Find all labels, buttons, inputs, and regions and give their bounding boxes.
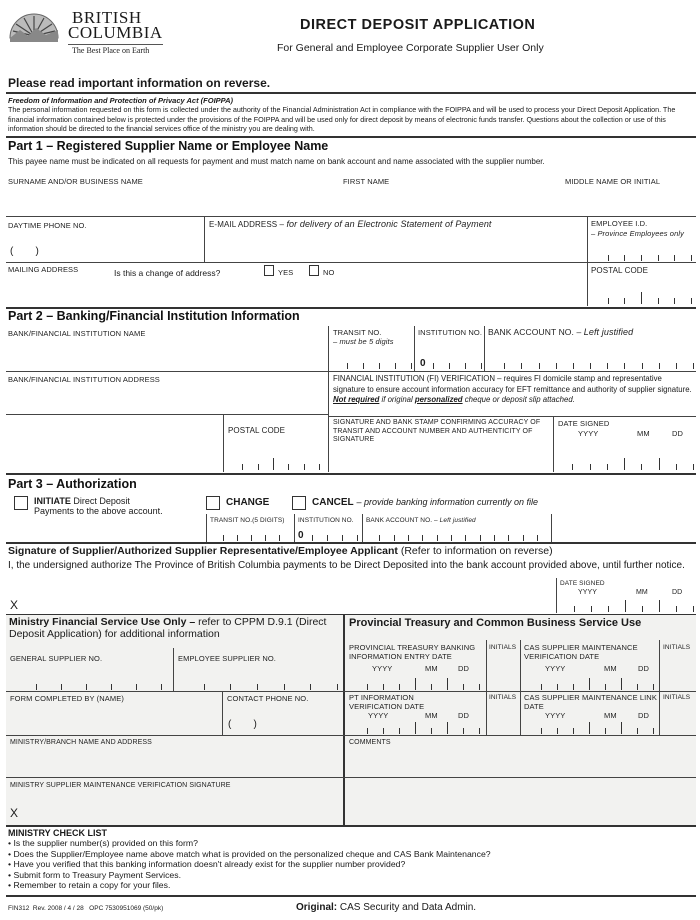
bank-address-input[interactable] bbox=[6, 386, 326, 414]
divider bbox=[587, 216, 588, 306]
cas-verification-label: CAS SUPPLIER MAINTENANCE VERIFICATION DATE bbox=[524, 643, 638, 661]
postal-code-label: POSTAL CODE bbox=[591, 266, 649, 275]
contact-phone-input[interactable] bbox=[224, 704, 340, 734]
initiate-label: INITIATE Direct Deposit Payments to the above account. bbox=[34, 496, 163, 516]
sun-mountain-logo-icon bbox=[6, 8, 62, 46]
divider bbox=[6, 371, 696, 372]
checklist-item: • Submit form to Treasury Payment Services. bbox=[8, 869, 181, 880]
divider bbox=[6, 825, 696, 827]
initiate-checkbox[interactable] bbox=[14, 496, 28, 510]
bank-postal-input[interactable] bbox=[228, 462, 320, 470]
part3-account-label: BANK ACCOUNT NO. – Left justified bbox=[366, 517, 476, 524]
pt-banking-dd: DD bbox=[458, 664, 470, 673]
cas-link-date-input[interactable] bbox=[526, 726, 654, 734]
cancel-label: CANCEL – provide banking information currently on file bbox=[312, 497, 539, 508]
contact-phone-parens: ( ) bbox=[228, 719, 257, 730]
cas-link-dd: DD bbox=[638, 711, 650, 720]
yes-label: YES bbox=[278, 268, 294, 277]
checklist-title: MINISTRY CHECK LIST bbox=[8, 828, 108, 838]
divider bbox=[362, 514, 363, 542]
signature-title: Signature of Supplier/Authorized Supplier Representative/Employee Applicant (Refer to information on reverse) bbox=[8, 545, 553, 557]
applicant-x-mark: X bbox=[10, 598, 19, 612]
employee-supplier-input[interactable] bbox=[178, 682, 338, 690]
divider bbox=[551, 514, 552, 542]
verification-signature-field[interactable] bbox=[24, 796, 340, 822]
institution-input[interactable] bbox=[418, 361, 482, 369]
divider bbox=[222, 691, 223, 735]
part3-institution-prefill: 0 bbox=[298, 530, 304, 541]
checklist-item: • Is the supplier number(s) provided on this form? bbox=[8, 838, 198, 848]
divider bbox=[6, 216, 696, 217]
part3-account-input[interactable] bbox=[366, 533, 538, 541]
employee-id-note: – Province Employees only bbox=[591, 229, 684, 238]
bank-postal-label: POSTAL CODE bbox=[228, 426, 286, 435]
divider bbox=[204, 216, 205, 262]
divider bbox=[6, 92, 696, 94]
divider bbox=[223, 414, 224, 472]
bank-name-input[interactable] bbox=[6, 340, 326, 370]
branch-address-label: MINISTRY/BRANCH NAME AND ADDRESS bbox=[10, 739, 152, 746]
pt-info-label: PT INFORMATION VERIFICATION DATE bbox=[349, 693, 425, 711]
pt-info-mm: MM bbox=[425, 711, 438, 720]
divider bbox=[294, 514, 295, 542]
initials-input-4[interactable] bbox=[661, 704, 695, 734]
change-checkbox[interactable] bbox=[206, 496, 220, 510]
institution-prefill: 0 bbox=[420, 358, 426, 369]
checklist-item: • Remember to retain a copy for your files. bbox=[8, 880, 171, 891]
bank-signature-stamp-area[interactable] bbox=[330, 446, 550, 470]
mailing-address-input[interactable] bbox=[6, 278, 584, 306]
part3-transit-label: TRANSIT NO.(5 DIGITS) bbox=[210, 517, 285, 524]
initials-input-1[interactable] bbox=[488, 654, 518, 690]
divider bbox=[206, 514, 207, 542]
applicant-date-input[interactable] bbox=[558, 604, 694, 612]
pt-info-yyyy: YYYY bbox=[368, 711, 389, 720]
reverse-notice: Please read important information on reverse. bbox=[8, 76, 271, 90]
checklist-items bbox=[8, 838, 491, 891]
cas-verification-dd: DD bbox=[638, 664, 650, 673]
pt-banking-date-input[interactable] bbox=[352, 682, 480, 690]
bank-city-input[interactable] bbox=[6, 418, 220, 470]
divider bbox=[486, 640, 487, 735]
institution-label: INSTITUTION NO. bbox=[418, 328, 482, 337]
initials-label-3: INITIALS bbox=[489, 694, 517, 701]
fi-yyyy: YYYY bbox=[578, 429, 599, 438]
pt-info-dd: DD bbox=[458, 711, 470, 720]
fi-verification-text: FINANCIAL INSTITUTION (FI) VERIFICATION – requires FI domicile stamp and representative signature to ensure account information accuracy for EFT remittance and authority of supplier signature. Not required if original personalized cheque or deposit slip attached. bbox=[333, 374, 692, 404]
form-completed-label: FORM COMPLETED BY (NAME) bbox=[10, 694, 124, 703]
initials-input-2[interactable] bbox=[661, 654, 695, 690]
divider bbox=[173, 648, 174, 691]
surname-input[interactable] bbox=[6, 186, 336, 215]
divider bbox=[6, 473, 696, 475]
form-title: DIRECT DEPOSIT APPLICATION bbox=[300, 17, 536, 33]
form-code: FIN312 Rev. 2008 / 4 / 28 OPC 7530951069 (50/pk) bbox=[8, 905, 164, 912]
cas-link-mm: MM bbox=[604, 711, 617, 720]
checklist-item: • Have you verified that this banking information doesn't already exist for the supplier number provided? bbox=[8, 859, 406, 870]
applicant-yyyy: YYYY bbox=[578, 589, 598, 596]
checklist-item: • Does the Supplier/Employee name above match what is provided on the personalized cheque and CAS Bank Maintenance? bbox=[8, 848, 491, 859]
ministry-title: Ministry Financial Service Use Only – refer to CPPM D.9.1 (Direct Deposit Application) for additional information bbox=[9, 616, 327, 640]
contact-phone-label: CONTACT PHONE NO. bbox=[227, 694, 309, 703]
part2-title: Part 2 – Banking/Financial Institution Information bbox=[8, 309, 300, 323]
change-address-yes-checkbox[interactable] bbox=[264, 265, 274, 276]
general-supplier-input[interactable] bbox=[12, 682, 162, 690]
initials-label-2: INITIALS bbox=[663, 644, 691, 651]
bc-logo bbox=[6, 4, 163, 56]
comments-label: COMMENTS bbox=[349, 739, 391, 746]
change-label: CHANGE bbox=[226, 497, 270, 508]
transit-input[interactable] bbox=[332, 361, 412, 369]
surname-label: SURNAME AND/OR BUSINESS NAME bbox=[8, 177, 143, 186]
phone-parens: ( ) bbox=[10, 246, 39, 257]
fi-date-input[interactable] bbox=[556, 462, 694, 470]
employee-id-input[interactable] bbox=[592, 253, 692, 261]
pt-banking-yyyy: YYYY bbox=[372, 664, 393, 673]
general-supplier-label: GENERAL SUPPLIER NO. bbox=[10, 654, 103, 663]
account-label: BANK ACCOUNT NO. – Left justified bbox=[488, 327, 634, 337]
phone-input[interactable] bbox=[6, 230, 202, 260]
logo-text-british: BRITISH bbox=[72, 8, 142, 27]
form-subtitle: For General and Employee Corporate Supplier User Only bbox=[277, 42, 544, 54]
applicant-dd: DD bbox=[672, 589, 683, 596]
initials-label-1: INITIALS bbox=[489, 644, 517, 651]
cas-verification-mm: MM bbox=[604, 664, 617, 673]
no-label: NO bbox=[323, 268, 335, 277]
fi-dd: DD bbox=[672, 429, 684, 438]
employee-id-label: EMPLOYEE I.D. bbox=[591, 219, 648, 228]
cancel-checkbox[interactable] bbox=[292, 496, 306, 510]
part3-institution-input[interactable] bbox=[298, 533, 358, 541]
part1-title: Part 1 – Registered Supplier Name or Employee Name bbox=[8, 139, 329, 153]
change-address-question: Is this a change of address? bbox=[114, 268, 221, 278]
foippa-heading: Freedom of Information and Protection of Privacy Act (FOIPPA) bbox=[8, 96, 234, 105]
divider bbox=[553, 416, 554, 472]
authorization-statement: I, the undersigned authorize The Province of British Columbia payments to be Direct Deposited into the bank account provided above, until further notice. bbox=[8, 560, 685, 571]
divider bbox=[6, 542, 696, 544]
employee-supplier-label: EMPLOYEE SUPPLIER NO. bbox=[178, 654, 276, 663]
cas-verification-yyyy: YYYY bbox=[545, 664, 566, 673]
transit-note: – must be 5 digits bbox=[333, 337, 394, 346]
divider bbox=[328, 416, 696, 417]
original-routing: Original: CAS Security and Data Admin. bbox=[296, 902, 477, 913]
logo-tagline: The Best Place on Earth bbox=[72, 46, 150, 55]
verification-signature-label: MINISTRY SUPPLIER MAINTENANCE VERIFICATION SIGNATURE bbox=[10, 782, 231, 789]
pt-info-date-input[interactable] bbox=[352, 726, 480, 734]
foippa-body: The personal information requested on this form is collected under the authority of the Financial Administration Act in compliance with the FOIPPA and will be used to process your Direct Deposit Application. The financial information contained below is protected under the provisions of the FOIPPA and will be used only for direct deposit by means of electronic funds transfer. Questions about the collection or use of this information should be directed to the financial services office of the ministry you are dealing with. bbox=[8, 105, 676, 134]
divider bbox=[659, 640, 660, 735]
bank-address-label: BANK/FINANCIAL INSTITUTION ADDRESS bbox=[8, 375, 160, 384]
divider bbox=[6, 414, 328, 415]
cas-verification-date-input[interactable] bbox=[526, 682, 654, 690]
divider bbox=[6, 691, 696, 692]
email-label: E-MAIL ADDRESS – for delivery of an Electronic Statement of Payment bbox=[209, 219, 492, 229]
divider bbox=[556, 578, 557, 613]
fi-mm: MM bbox=[637, 429, 650, 438]
postal-code-input[interactable] bbox=[592, 296, 692, 304]
cas-link-yyyy: YYYY bbox=[545, 711, 566, 720]
applicant-mm: MM bbox=[636, 589, 648, 596]
signature-stamp-label: SIGNATURE AND BANK STAMP CONFIRMING ACCURACY OF TRANSIT AND ACCOUNT NUMBER AND AUTHENTICITY OF SIGNATURE bbox=[333, 419, 541, 443]
middle-name-input[interactable] bbox=[562, 186, 696, 215]
divider bbox=[343, 614, 345, 825]
middle-name-label: MIDDLE NAME OR INITIAL bbox=[565, 177, 661, 186]
pt-banking-label: PROVINCIAL TREASURY BANKING INFORMATION ENTRY DATE bbox=[349, 643, 476, 661]
divider bbox=[484, 326, 485, 371]
comments-input[interactable] bbox=[347, 748, 695, 822]
bank-name-label: BANK/FINANCIAL INSTITUTION NAME bbox=[8, 329, 146, 338]
divider bbox=[520, 640, 521, 735]
divider bbox=[414, 326, 415, 371]
transit-label: TRANSIT NO. bbox=[333, 328, 382, 337]
initials-label-4: INITIALS bbox=[663, 694, 691, 701]
mailing-address-label: MAILING ADDRESS bbox=[8, 265, 79, 274]
form-completed-input[interactable] bbox=[8, 704, 220, 734]
phone-label: DAYTIME PHONE NO. bbox=[8, 221, 87, 230]
fi-date-signed-label: DATE SIGNED bbox=[558, 419, 610, 428]
divider bbox=[6, 262, 696, 263]
initials-input-3[interactable] bbox=[488, 704, 518, 734]
pt-banking-mm: MM bbox=[425, 664, 438, 673]
account-input[interactable] bbox=[488, 361, 694, 369]
part1-instruction: This payee name must be indicated on all requests for payment and must match name on bank account and name associated with the supplier number. bbox=[8, 157, 545, 166]
divider bbox=[6, 895, 696, 897]
ministry-x-mark: X bbox=[10, 806, 19, 820]
part3-transit-input[interactable] bbox=[210, 533, 280, 541]
change-address-no-checkbox[interactable] bbox=[309, 265, 319, 276]
divider bbox=[328, 326, 329, 472]
email-input[interactable] bbox=[206, 230, 584, 260]
logo-text-columbia: COLUMBIA bbox=[68, 23, 163, 45]
divider bbox=[6, 735, 696, 736]
part3-title: Part 3 – Authorization bbox=[8, 477, 137, 491]
treasury-title: Provincial Treasury and Common Business Service Use bbox=[349, 617, 642, 629]
part3-institution-label: INSTITUTION NO. bbox=[298, 517, 354, 524]
first-name-input[interactable] bbox=[340, 186, 560, 215]
branch-address-input[interactable] bbox=[8, 748, 340, 776]
divider bbox=[6, 136, 696, 138]
first-name-label: FIRST NAME bbox=[343, 177, 390, 186]
applicant-signature-field[interactable] bbox=[24, 590, 544, 612]
applicant-date-signed-label: DATE SIGNED bbox=[560, 580, 605, 587]
cas-link-label: CAS SUPPLIER MAINTENANCE LINK DATE bbox=[524, 693, 657, 711]
